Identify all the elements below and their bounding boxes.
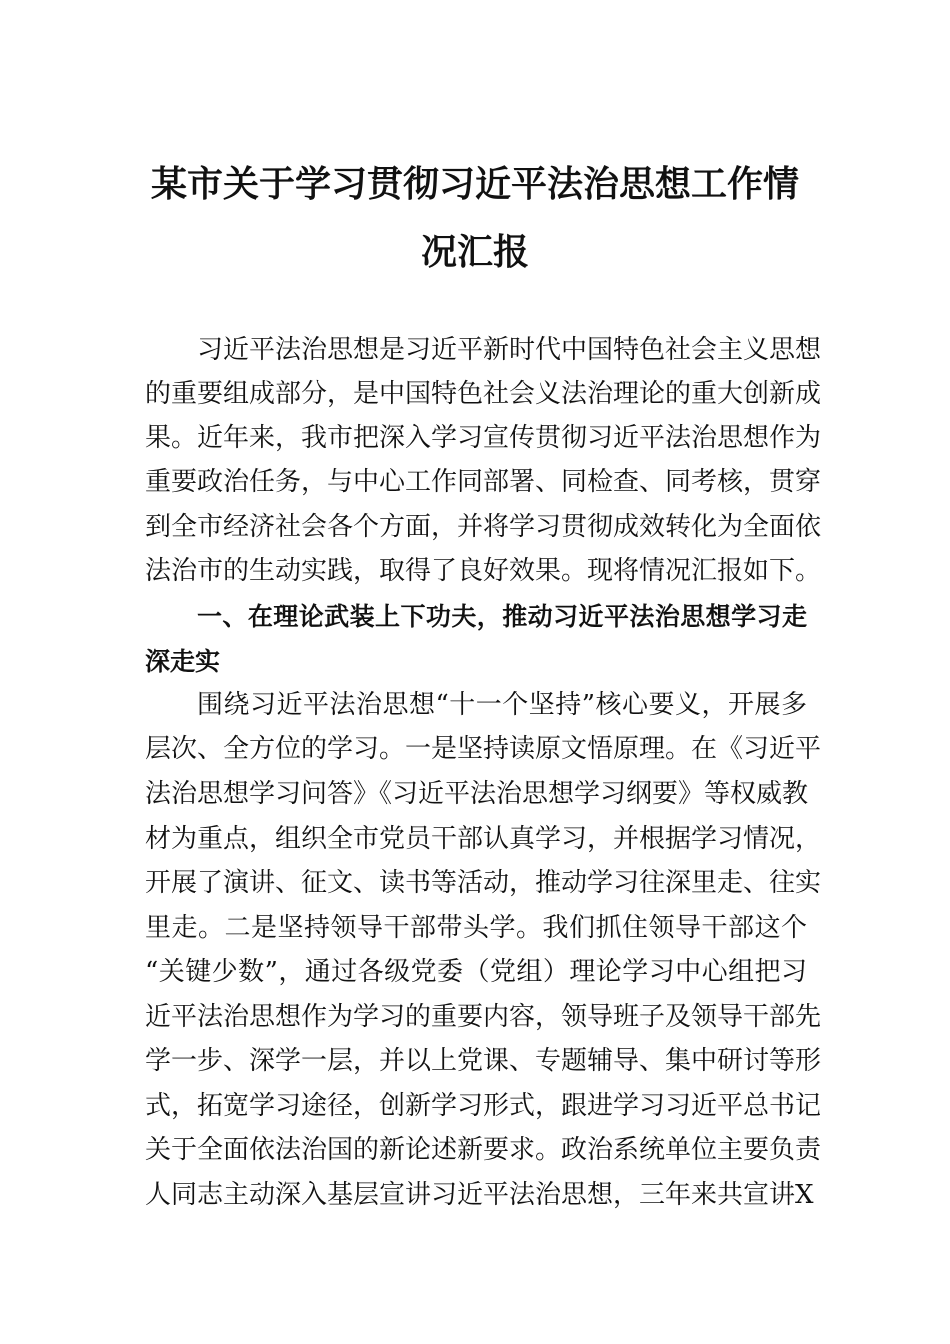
paragraph-line: 法治市的生动实践，取得了良好效果。现将情况汇报如下。 <box>145 556 822 586</box>
paragraph-line: 围绕习近平法治思想“十一个坚持”核心要义，开展多 <box>197 690 807 720</box>
document-title-line-2: 况汇报 <box>420 231 529 273</box>
paragraph-line: 的重要组成部分，是中国特色社会义法治理论的重大创新成 <box>145 379 822 409</box>
paragraph-line: 开展了演讲、征文、读书等活动，推动学习往深里走、往实 <box>145 868 822 898</box>
paragraph-line: 式，拓宽学习途径，创新学习形式，跟进学习习近平总书记 <box>145 1091 822 1121</box>
paragraph-line: 习近平法治思想是习近平新时代中国特色社会主义思想 <box>197 335 822 365</box>
section-heading-line: 一、在理论武装上下功夫，推动习近平法治思想学习走 <box>197 602 807 631</box>
paragraph-line: 里走。二是坚持领导干部带头学。我们抓住领导干部这个 <box>145 913 807 943</box>
document-title-line-1: 某市关于学习贯彻习近平法治思想工作情 <box>150 163 799 205</box>
paragraph-line: 近平法治思想作为学习的重要内容，领导班子及领导干部先 <box>145 1002 822 1032</box>
paragraph-line: 到全市经济社会各个方面，并将学习贯彻成效转化为全面依 <box>145 512 822 542</box>
paragraph-line: 层次、全方位的学习。一是坚持读原文悟原理。在《习近平 <box>145 734 822 764</box>
paragraph-line: 学一步、深学一层，并以上党课、专题辅导、集中研讨等形 <box>145 1046 822 1076</box>
paragraph-line: 关于全面依法治国的新论述新要求。政治系统单位主要负责 <box>145 1135 822 1165</box>
paragraph-line: 果。近年来，我市把深入学习宣传贯彻习近平法治思想作为 <box>145 423 822 453</box>
paragraph-line: 人同志主动深入基层宣讲习近平法治思想，三年来共宣讲X <box>145 1180 814 1210</box>
paragraph-line: 法治思想学习问答》《习近平法治思想学习纲要》等权威教 <box>145 779 809 809</box>
section-heading-line: 深走实 <box>145 647 221 676</box>
paragraph-line: 材为重点，组织全市党员干部认真学习，并根据学习情况， <box>145 824 822 854</box>
paragraph-line: “关键少数”，通过各级党委（党组）理论学习中心组把习 <box>145 957 807 987</box>
paragraph-line: 重要政治任务，与中心工作同部署、同检查、同考核，贯穿 <box>145 467 822 497</box>
